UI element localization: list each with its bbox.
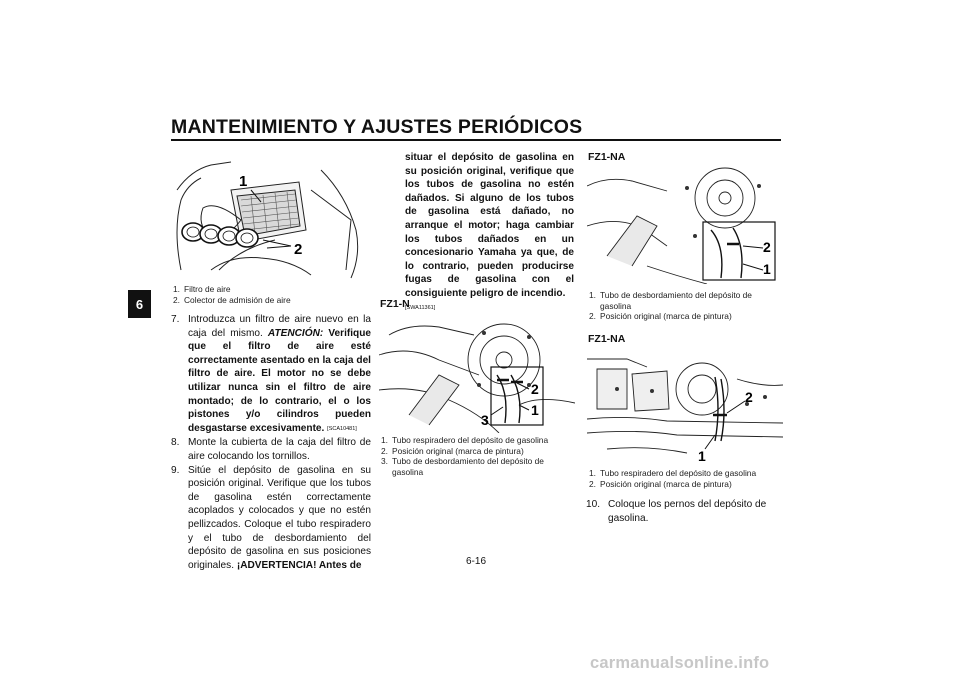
figure4-caption	[589, 468, 785, 489]
caption-item: 1. Tubo respiradero del depósito de gasolina	[589, 468, 757, 478]
instruction-steps	[171, 313, 371, 572]
model-label-fz1na-2: FZ1-NA	[588, 333, 626, 345]
figure2-caption	[381, 435, 577, 477]
caption-item: 2. Colector de admisión de aire	[173, 294, 291, 305]
step-7: 7. Introduzca un filtro de aire nuevo en la caja del mismo. ATENCIÓN: Verifique que el filtro de aire esté correctamente asentado en la caja del filtro de aire. El motor no se debe utilizar nunca sin el filtro de aire montado; de lo contrario, el o los pistones y/o cilindros pueden desgastarse excesivamente. [SCA10481]	[171, 314, 371, 434]
chapter-tab: 6	[128, 290, 151, 318]
air-filter-illustration	[171, 160, 371, 280]
caption-item: 2. Posición original (marca de pintura)	[589, 478, 732, 489]
fz1na-breather-illustration	[587, 349, 783, 463]
attention-label: ATENCIÓN:	[267, 327, 324, 339]
watermark: carmanualsonline.info	[590, 654, 770, 672]
fz1na-overflow-illustration	[587, 166, 783, 284]
figure4-label-1: 1	[698, 448, 706, 463]
caption-item: 1. Tubo de desbordamiento del depósito de gasolina	[589, 290, 752, 311]
caption-item: 1. Tubo respiradero del depósito de gasolina	[381, 435, 549, 445]
caption-item: 2. Posición original (marca de pintura)	[381, 445, 524, 456]
model-label-fz1na-1: FZ1-NA	[588, 151, 626, 163]
step-9: 9. Sitúe el depósito de gasolina en su posición original. Verifique que los tubos de gasolina estén correctamente acoplados y colocados y que no estén pellizcados. Coloque el tubo respiradero y el tubo de desbordamiento del depósito de gasolina en sus posiciones originales. ¡ADVERTENCIA! Antes de	[171, 464, 371, 571]
figure3-label-1: 1	[763, 261, 771, 277]
step-8: 8. Monte la cubierta de la caja del filtro de aire colocando los tornillos.	[171, 437, 371, 462]
fz1n-illustration	[379, 315, 575, 433]
warning-code: [SWA11361]	[405, 304, 436, 311]
figure3-label-2: 2	[763, 239, 771, 255]
figure2-label-3: 3	[481, 412, 489, 428]
figure3-caption	[589, 290, 785, 322]
figure1-label-2: 2	[294, 241, 303, 258]
caption-item: 2. Posición original (marca de pintura)	[589, 311, 732, 322]
header-rule	[171, 139, 781, 141]
model-label-fz1n: FZ1-N	[380, 298, 410, 310]
warning-label: ¡ADVERTENCIA! Antes de	[236, 559, 362, 571]
figure1-label-1: 1	[239, 173, 248, 190]
attention-text: Verifique que el filtro de aire esté correctamente asentado en la caja del filtro de aire. El motor no se debe utilizar nunca sin el filtro de aire montado; de lo contrario, el o los pistones y/o cilindros pueden desgastarse excesivamente.	[188, 327, 371, 434]
page-title: MANTENIMIENTO Y AJUSTES PERIÓDICOS	[171, 116, 583, 138]
figure1-caption	[173, 284, 373, 305]
figure2-label-1: 1	[531, 402, 539, 418]
figure4-label-2: 2	[745, 389, 753, 405]
page-number: 6-16	[466, 556, 487, 567]
step-10: 10. Coloque los pernos del depósito de gasolina.	[586, 499, 767, 524]
figure2-label-2: 2	[531, 381, 539, 397]
step-10-block	[586, 498, 783, 525]
caption-item: 1. Filtro de aire	[173, 284, 231, 294]
service-code: [SCA10481]	[327, 425, 357, 432]
caption-item: 3. Tubo de desbordamiento del depósito de gasolina	[381, 456, 544, 477]
warning-continuation: situar el depósito de gasolina en su posición original, verifique que los tubos de gasolina no estén dañados. Si alguno de los tubos de gasolina está dañado, no arranque el motor; haga cambiar los tubos dañados en un concesionario Yamaha ya que, de lo contrario, pueden producirse fugas de gasolina con el consiguiente peligro de incendio. [SWA11361]	[405, 152, 574, 311]
